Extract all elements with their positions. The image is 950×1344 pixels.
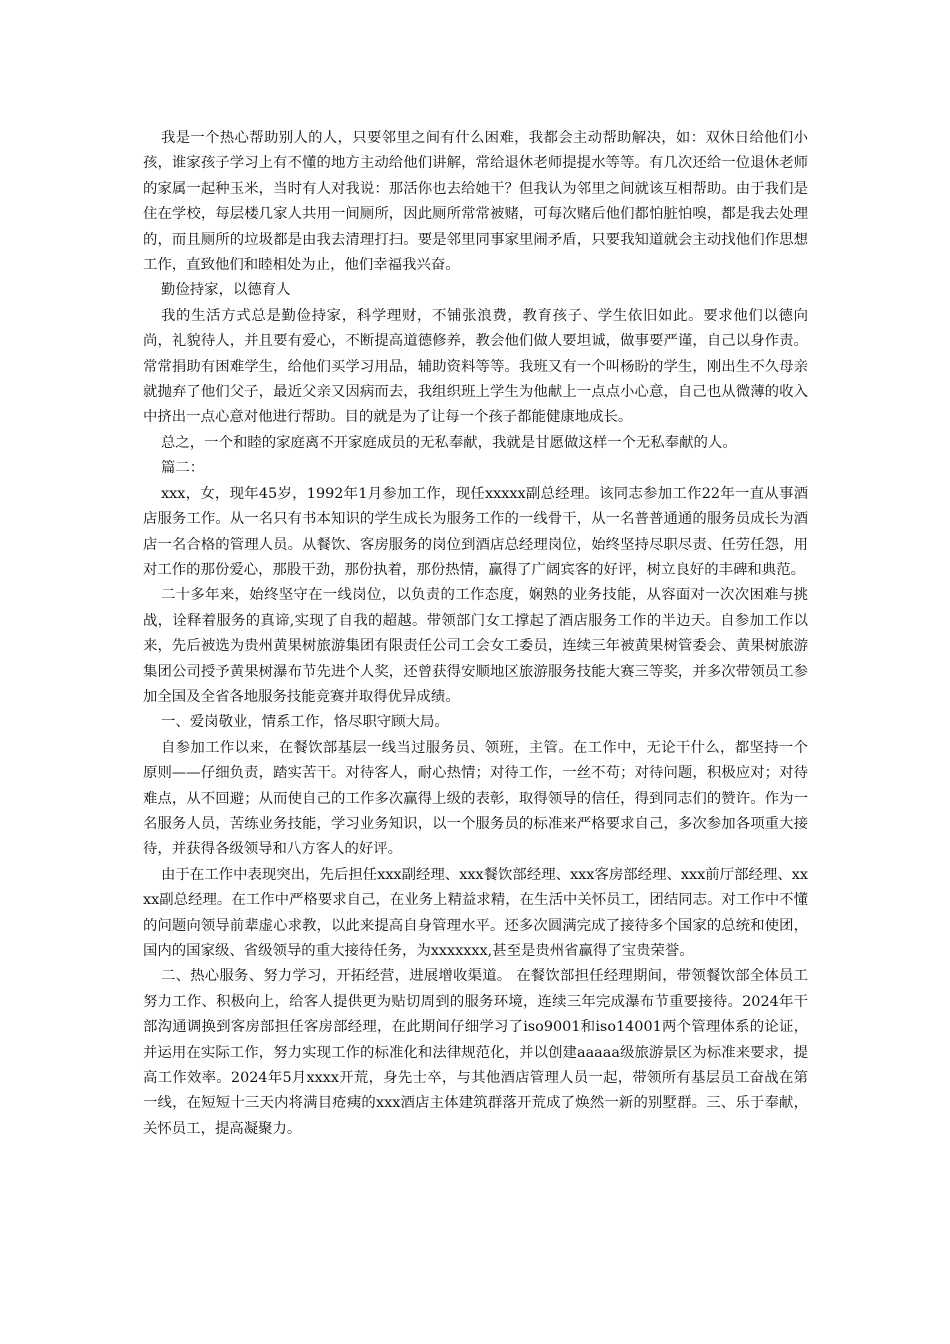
paragraph-frontline: 自参加工作以来，在餐饮部基层一线当过服务员、领班，主管。在工作中，无论干什么，都坚持一个原则——仔细负责，踏实苦干。对待客人，耐心热情；对待工作，一丝不苟；对待问题，积极应对；对待难点，从不回避；从而使自己的工作多次赢得上级的表彰，取得领导的信任，得到同志们的赞许。作为一名服务人员，苦练业务技能，学习业务知识，以一个服务员的标准来严格要求自己，多次参加各项重大接待，并获得各级领导和八方客人的好评。: [143, 739, 808, 858]
section-heading-part-two: 篇二：: [161, 460, 205, 477]
paragraph-profile: xxx，女，现年45岁，1992年1月参加工作，现任xxxxx副总经理。该同志参加工作22年一直从事酒店服务工作。从一名只有书本知识的学生成长为服务工作的一线骨干，从一名普普通通的服务员成长为酒店一名合格的管理人员。从餐饮、客房服务的岗位到酒店总经理岗位，始终坚持尽职尽责、任劳任怨，用对工作的那份爱心，那股干劲，那份执着，那份热情，赢得了广阔宾客的好评，树立良好的丰碑和典范。: [143, 485, 808, 578]
paragraph-conclusion: 总之，一个和睦的家庭离不开家庭成员的无私奉献，我就是甘愿做这样一个无私奉献的人。: [161, 434, 737, 451]
paragraph-twenty-years: 二十多年来，始终坚守在一线岗位，以负责的工作态度，娴熟的业务技能，从容面对一次次困难与挑战，诠释着服务的真谛,实现了自我的超越。带领部门女工撑起了酒店服务工作的半边天。自参加工作以来，先后被选为贵州黄果树旅游集团有限责任公司工会女工委员，连续三年被黄果树管委会、黄果树旅游集团公司授予黄果树瀑布节先进个人奖，还曾获得安顺地区旅游服务技能大赛三等奖，并多次带领员工参加全国及全省各地服务技能竞赛并取得优异成绩。: [143, 587, 808, 705]
paragraph-neighbor-help: 我是一个热心帮助别人的人，只要邻里之间有什么困难，我都会主动帮助解决，如：双休日给他们小孩，谁家孩子学习上有不懂的地方主动给他们讲解，常给退休老师提提水等等。有几次还给一位退休老师的家属一起种玉米，当时有人对我说：那活你也去给她干？但我认为邻里之间就该互相帮助。由于我们是住在学校，每层楼几家人共用一间厕所，因此厕所常常被赌，可每次赌后他们都怕脏怕嗅，都是我去处理的，而且厕所的垃圾都是由我去清理打扫。要是邻里同事家里闹矛盾，只要我知道就会主动找他们作思想工作，直致他们和睦相处为止，他们幸福我兴奋。: [143, 130, 808, 274]
section-heading-thrift: 勤俭持家，以德育人: [161, 282, 291, 299]
paragraph-promotions: 由于在工作中表现突出，先后担任xxx副经理、xxx餐饮部经理、xxx客房部经理、xxx前厅部经理、xxxx副总经理。在工作中严格要求自己，在业务上精益求精，在生活中关怀员工，团结同志。对工作中不懂的问题向领导前辈虚心求教，以此来提高自身管理水平。还多次圆满完成了接待多个国家的总统和使团，国内的国家级、省级领导的重大接待任务，为xxxxxxx,甚至是贵州省赢得了宝贵荣誉。: [143, 866, 808, 959]
paragraph-service-learning: 二、热心服务、努力学习，开拓经营，进展增收渠道。 在餐饮部担任经理期间，带领餐饮部全体员工努力工作、积极向上，给客人提供更为贴切周到的服务环境，连续三年完成瀑布节重要接待。2024年干部沟通调换到客房部担任客房部经理，在此期间仔细学习了iso9001和iso14001两个管理体系的论证，并运用在实际工作，努力实现工作的标准化和法律规范化，并以创建aaaaa级旅游景区为标准来要求，提高工作效率。2024年5月xxxx开荒，身先士卒，与其他酒店管理人员一起，带领所有基层员工奋战在第一线，在短短十三天内将满目疮痍的xxx酒店主体建筑群落开荒成了焕然一新的别墅群。三、乐于奉献，关怀员工，提高凝聚力。: [143, 968, 808, 1137]
document-body: [143, 126, 808, 1142]
section-heading-dedication: 一、爱岗敬业，情系工作，恪尽职守顾大局。: [161, 714, 449, 731]
paragraph-lifestyle: 我的生活方式总是勤俭持家，科学理财，不铺张浪费，教育孩子、学生依旧如此。要求他们以德向尚，礼貌待人，并且要有爱心，不断提高道德修养，教会他们做人要坦诚，做事要严谨，自己以身作责。常常捐助有困难学生，给他们买学习用品，辅助资料等等。我班又有一个叫杨盼的学生，刚出生不久母亲就抛弃了他们父子，最近父亲又因病而去，我组织班上学生为他献上一点点小心意，自己也从微薄的收入中挤出一点心意对他进行帮助。目的就是为了让每一个孩子都能健康地成长。: [143, 307, 808, 426]
